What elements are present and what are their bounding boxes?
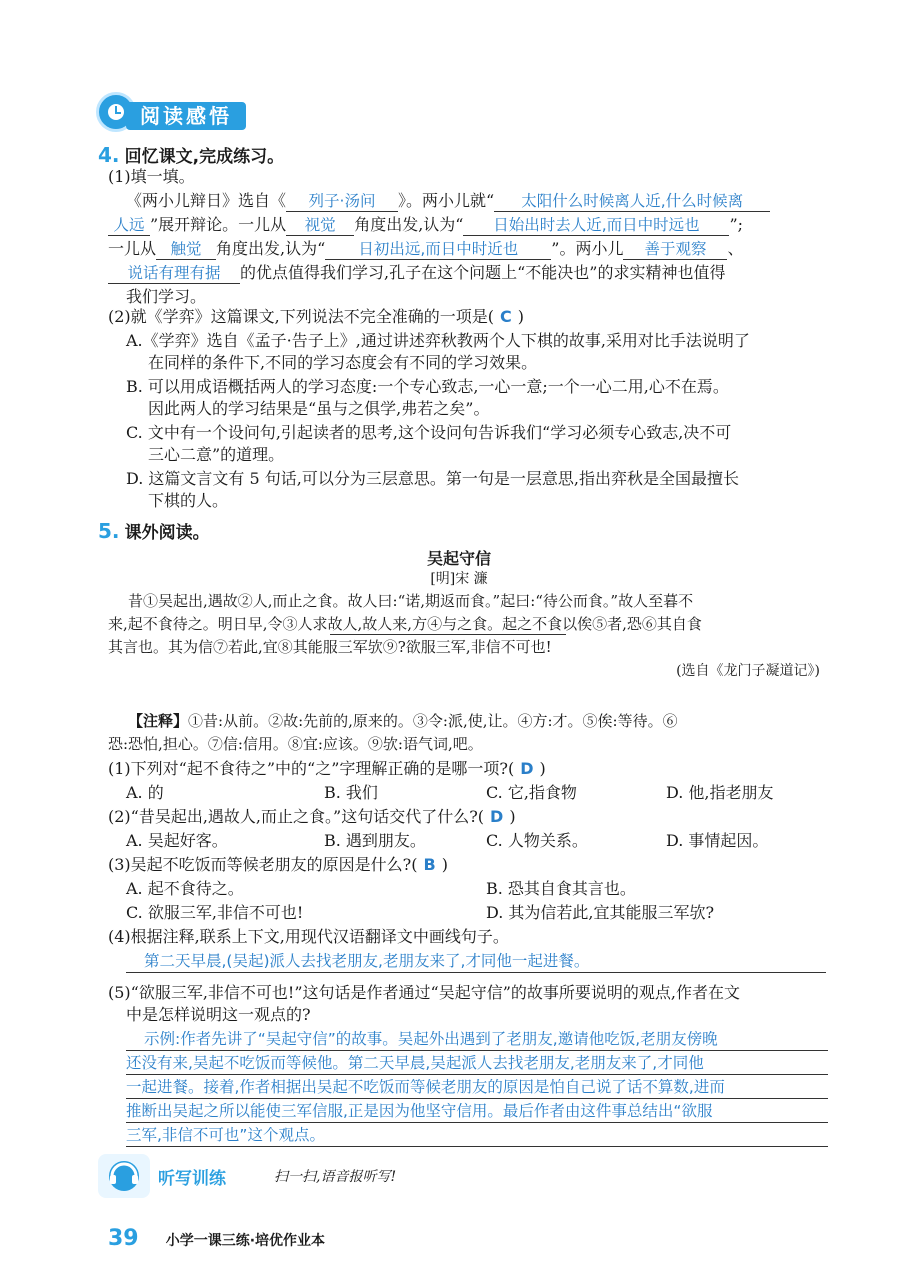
q4-option-a-2: 在同样的条件下,不同的学习态度会有不同的学习效果。	[148, 353, 538, 372]
answer-view-1: 视觉	[286, 215, 354, 236]
q4-part1-line2: 人远 ”展开辩论。一儿从 视觉 角度出发,认为“ 日始出时去人近,而日中时远也 ”;	[108, 214, 743, 236]
passage-line-3: 其言也。其为信⑦若此,宜⑧其能服三军欤⑨?欲服三军,非信不可也!	[108, 638, 552, 656]
q5-s3-option-b: B. 恐其自食其言也。	[486, 879, 636, 898]
q5-s3-more	[108, 902, 828, 926]
answer-source: 列子·汤问	[286, 191, 398, 212]
q4-part2-answer: C	[500, 307, 512, 326]
passage-line-1: 昔①吴起出,遇故②人,而止之食。故人曰:“诺,期返而食。”起曰:“待公而食。”故人至暮不	[128, 592, 694, 610]
answer-trait-2: 说话有理有据	[108, 263, 240, 284]
page-number: 39	[108, 1226, 139, 1251]
underline-mark	[330, 634, 566, 635]
q5-s2-option-b: B. 遇到朋友。	[324, 831, 426, 850]
q5-s5-answer-1: 示例:作者先讲了“吴起守信”的故事。吴起外出遇到了老朋友,邀请他吃饭,老朋友傍晚	[126, 1028, 828, 1051]
q5-s1-option-b: B. 我们	[324, 783, 378, 802]
q5-s5-answer-5: 三军,非信不可也”这个观点。	[126, 1124, 828, 1147]
q5-heading	[98, 518, 210, 543]
dictation-hint[interactable]: 扫一扫,语音报听写!	[274, 1169, 397, 1185]
section-title: 阅读感悟	[126, 102, 246, 130]
q5-s3-option-a: A. 起不食待之。	[126, 879, 244, 898]
q5-s5-stem-2: 中是怎样说明这一观点的?	[126, 1005, 311, 1024]
section-header	[96, 92, 252, 132]
notes-line-2: 恐:恐怕,担心。⑦信:信用。⑧宜:应该。⑨欤:语气词,吧。	[108, 735, 483, 753]
q4-number: 4.	[98, 143, 120, 167]
q5-s5	[108, 982, 828, 1122]
q5-s4-answer: 第二天早晨,(吴起)派人去找老朋友,老朋友来了,才同他一起进餐。	[126, 950, 826, 973]
q5-s1-stem: (1)下列对“起不食待之”中的“之”字理解正确的是哪一项?( D )	[108, 759, 546, 778]
q4-part1-line1: 《两小儿辩日》选自《 列子·汤问 》。两小儿就“ 太阳什么时候离人近,什么时候离	[126, 190, 770, 212]
q5-s2-option-c: C. 人物关系。	[486, 831, 588, 850]
q5-s2-option-d: D. 事情起因。	[666, 831, 769, 850]
q5-s5-answer-2: 还没有来,吴起不吃饭而等候他。第二天早晨,吴起派人去找老朋友,老朋友来了,才同他	[126, 1052, 828, 1075]
notes-line-1: ①昔:从前。②故:先前的,原来的。③令:派,使,让。④方:才。⑤俟:等待。⑥	[188, 712, 678, 730]
q4-part1-line3: 一儿从 触觉 角度出发,认为“ 日初出远,而日中时近也 ”。两小儿 善于观察 、	[108, 239, 744, 258]
q5-s2-answer: D	[490, 807, 504, 826]
q4-option-c-2: 三心二意”的道理。	[148, 445, 285, 464]
q5-s1-option-d: D. 他,指老朋友	[666, 783, 774, 802]
answer-claim-2: 日初出远,而日中时近也	[325, 239, 551, 260]
page-footer	[108, 1226, 508, 1256]
q5-s5-stem-1: (5)“欲服三军,非信不可也!”这句话是作者通过“吴起守信”的故事所要说明的观点,作者在文	[108, 983, 740, 1002]
passage-source: (选自《龙门子凝道记》)	[676, 663, 820, 679]
q4-part1-label: (1)填一填。	[108, 167, 195, 186]
q5-s1-option-a: A. 的	[126, 783, 164, 802]
q5-s4	[108, 926, 828, 976]
answer-trait-1: 善于观察	[623, 239, 727, 260]
q5-s5-answer-3: 一起进餐。接着,作者相据出吴起不吃饭而等候老朋友的原因是怕自己说了话不算数,进而	[126, 1076, 828, 1099]
q5-number: 5.	[98, 519, 120, 543]
q4-heading	[98, 142, 284, 167]
q4-option-d-1: D. 这篇文言文有 5 句话,可以分为三层意思。第一句是一层意思,指出弈秋是全国最擅长	[126, 469, 739, 488]
dictation-box	[98, 1154, 818, 1198]
answer-topic-1: 太阳什么时候离人近,什么时候离	[494, 191, 770, 212]
book-title: 小学一课三练·培优作业本	[165, 1233, 326, 1249]
notes-label: 【注释】	[128, 712, 189, 730]
q5-s1-option-c: C. 它,指食物	[486, 783, 577, 802]
q5-title: 课外阅读。	[124, 523, 210, 543]
q5-s3-option-d: D. 其为信若此,宜其能服三军欤?	[486, 903, 715, 922]
q4-option-c-1: C. 文中有一个设问句,引起读者的思考,这个设问句告诉我们“学习必须专心致志,决不可	[126, 423, 732, 442]
q5-s3-answer: B	[423, 855, 436, 874]
answer-topic-2: 人远	[108, 215, 150, 236]
passage-body	[108, 590, 828, 690]
passage-author: [明]宋 濂	[430, 571, 488, 587]
q4-title: 回忆课文,完成练习。	[124, 147, 285, 167]
q4-part2	[108, 306, 828, 516]
passage-line-2: 来,起不食待之。明日早,令③人求故人,故人来,方④与之食。起之不食以俟⑤者,恐⑥其自食	[108, 615, 702, 633]
q5-sub-questions	[108, 758, 828, 908]
q5-s3-stem: (3)吴起不吃饭而等候老朋友的原因是什么?( B )	[108, 855, 448, 874]
passage-title: 吴起守信	[426, 549, 491, 568]
q5-s2-option-a: A. 吴起好客。	[126, 831, 228, 850]
q4-option-b-1: B. 可以用成语概括两人的学习态度:一个专心致志,一心一意;一个一心二用,心不在焉。	[126, 377, 729, 396]
q5-s5-tail	[126, 1124, 828, 1148]
q4-option-d-2: 下棋的人。	[148, 491, 229, 510]
q5-s2-stem: (2)“昔吴起出,遇故人,而止之食。”这句话交代了什么?( D )	[108, 807, 516, 826]
q5-s5-answer-4: 推断出吴起之所以能使三军信服,正是因为他坚守信用。最后作者由这件事总结出“欲服	[126, 1100, 828, 1123]
q4-part1	[108, 166, 828, 306]
q4-part2-stem: (2)就《学弈》这篇课文,下列说法不完全准确的一项是( C )	[108, 307, 524, 326]
q4-option-a-1: A.《学弈》选自《孟子·告子上》,通过讲述弈秋教两个人下棋的故事,采用对比手法说明了	[126, 331, 750, 350]
headphone-icon	[98, 1154, 150, 1198]
notes	[108, 710, 828, 758]
q5-s4-stem: (4)根据注释,联系上下文,用现代汉语翻译文中画线句子。	[108, 927, 509, 946]
q5-s1-answer: D	[520, 759, 534, 778]
q5-s3-option-c: C. 欲服三军,非信不可也!	[126, 903, 304, 922]
answer-claim-1: 日始出时去人近,而日中时远也	[463, 215, 729, 236]
q4-part1-line4: 说话有理有据 的优点值得我们学习,孔子在这个问题上“不能决也”的求实精神也值得	[108, 262, 725, 284]
q4-part1-line5: 我们学习。	[126, 287, 207, 306]
q4-option-b-2: 因此两人的学习结果是“虽与之俱学,弗若之矣”。	[148, 399, 490, 418]
dictation-title: 听写训练	[158, 1169, 226, 1189]
answer-view-2: 触觉	[156, 239, 216, 260]
